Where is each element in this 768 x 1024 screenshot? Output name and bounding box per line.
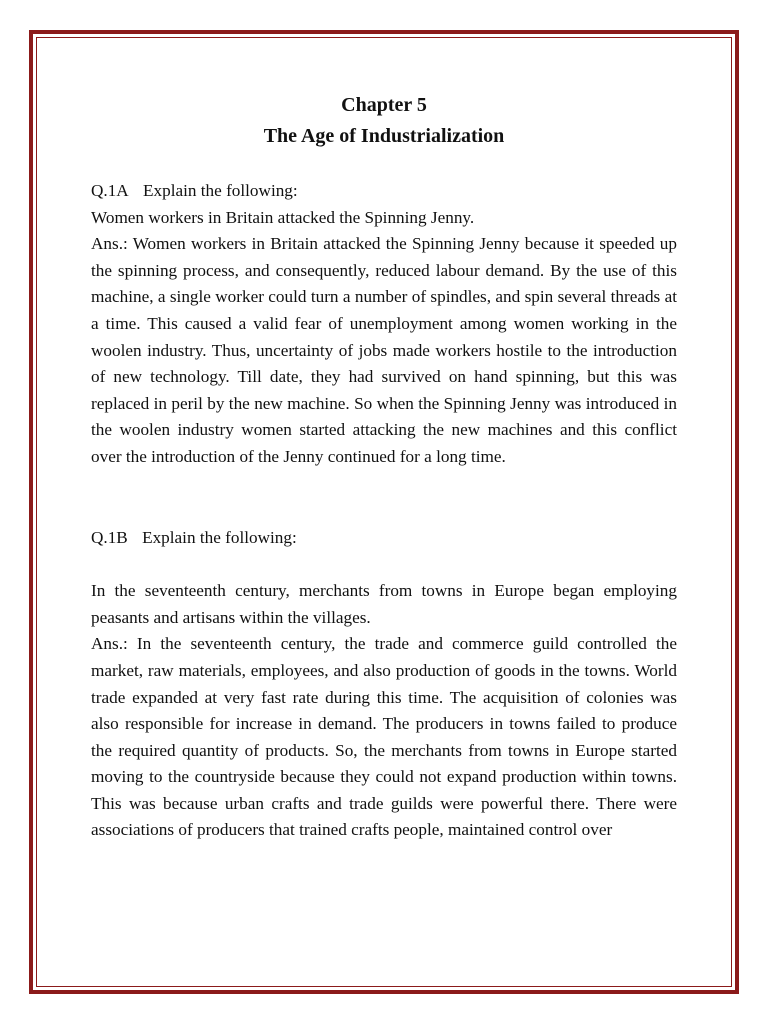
question-1a-answer: Ans.: Women workers in Britain attacked the Spinning Jenny because it speeded up the spinning process, and consequently, reduced labour demand. By the use of this machine, a single worker could turn a number of spindles, and spin several threads at a time. This caused a valid fear of unemployment among women working in the woolen industry. Thus, uncertainty of jobs made workers hostile to the introduction of new technology. Till date, they had survived on hand spinning, but this was replaced in peril by the new machine. So when the Spinning Jenny was introduced in the woolen industry women started attacking the new machines and this conflict over the introduction of the Jenny continued for a long time.	[91, 234, 677, 466]
question-1b-heading	[91, 525, 677, 552]
chapter-heading: Chapter 5	[341, 94, 427, 116]
chapter-title: The Age of Industrialization	[263, 125, 505, 147]
question-1a-prompt: Explain the following:	[143, 181, 298, 200]
question-1b-prompt: Explain the following:	[142, 527, 297, 547]
question-1a-heading	[91, 178, 677, 205]
question-1b-answer: Ans.: In the seventeenth century, the trade and commerce guild controlled the market, raw materials, employees, and also production of goods in the towns. World trade expanded at very fast rate during this time. The acquisition of colonies was also responsible for increase in demand. The producers in towns failed to produce the required quantity of products. So, the merchants from towns in Europe started moving to the countryside because they could not expand production within towns. This was because urban crafts and trade guilds were powerful there. There were associations of producers that trained crafts people, maintained control over	[91, 634, 677, 840]
question-1b-label: Q.1B	[91, 527, 128, 547]
question-1b-statement: In the seventeenth century, merchants from towns in Europe began employing peasants and artisans within the villages.	[91, 581, 677, 627]
question-1b	[91, 525, 677, 845]
question-1a-label: Q.1A	[91, 181, 129, 200]
question-1a	[91, 178, 677, 471]
document-body	[91, 90, 677, 844]
question-1a-statement: Women workers in Britain attacked the Spinning Jenny.	[91, 207, 475, 227]
